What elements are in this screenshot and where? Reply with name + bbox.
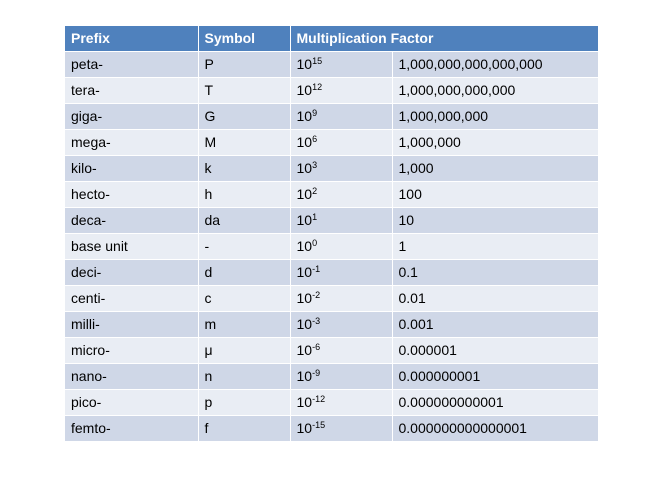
cell-prefix: kilo- bbox=[65, 156, 198, 182]
cell-power bbox=[290, 208, 392, 234]
cell-prefix: milli- bbox=[65, 312, 198, 338]
cell-power bbox=[290, 234, 392, 260]
table-row bbox=[65, 286, 598, 312]
cell-power bbox=[290, 78, 392, 104]
header-prefix: Prefix bbox=[65, 26, 198, 52]
table-row bbox=[65, 104, 598, 130]
cell-symbol: μ bbox=[198, 338, 290, 364]
table-header-row bbox=[65, 26, 598, 52]
cell-power bbox=[290, 312, 392, 338]
table-row bbox=[65, 390, 598, 416]
cell-value: 10 bbox=[392, 208, 598, 234]
cell-prefix: nano- bbox=[65, 364, 198, 390]
power-base: 10 bbox=[296, 394, 313, 410]
power-base: 10 bbox=[296, 342, 313, 358]
table-row bbox=[65, 52, 598, 78]
power-base: 10 bbox=[296, 264, 313, 280]
power-base: 10 bbox=[296, 82, 313, 98]
table-row bbox=[65, 156, 598, 182]
cell-value: 0.000000000000001 bbox=[392, 416, 598, 442]
cell-value: 1,000,000 bbox=[392, 130, 598, 156]
power-exponent: -2 bbox=[312, 290, 321, 300]
cell-value: 100 bbox=[392, 182, 598, 208]
cell-value: 0.000001 bbox=[392, 338, 598, 364]
table-body bbox=[65, 52, 598, 442]
cell-symbol: f bbox=[198, 416, 290, 442]
power-base: 10 bbox=[296, 316, 313, 332]
cell-symbol: h bbox=[198, 182, 290, 208]
cell-value: 0.001 bbox=[392, 312, 598, 338]
cell-prefix: hecto- bbox=[65, 182, 198, 208]
cell-symbol: P bbox=[198, 52, 290, 78]
cell-prefix: deca- bbox=[65, 208, 198, 234]
power-exponent: -12 bbox=[312, 394, 326, 404]
power-exponent: 2 bbox=[312, 186, 318, 196]
power-exponent: 12 bbox=[312, 82, 323, 92]
power-base: 10 bbox=[296, 290, 313, 306]
cell-power bbox=[290, 182, 392, 208]
table-row bbox=[65, 130, 598, 156]
cell-prefix: pico- bbox=[65, 390, 198, 416]
cell-symbol: T bbox=[198, 78, 290, 104]
cell-power bbox=[290, 260, 392, 286]
cell-power bbox=[290, 364, 392, 390]
cell-prefix: peta- bbox=[65, 52, 198, 78]
cell-prefix: mega- bbox=[65, 130, 198, 156]
table-row bbox=[65, 234, 598, 260]
cell-symbol: k bbox=[198, 156, 290, 182]
power-exponent: -15 bbox=[312, 420, 326, 430]
cell-symbol: c bbox=[198, 286, 290, 312]
cell-symbol: n bbox=[198, 364, 290, 390]
power-base: 10 bbox=[296, 238, 313, 254]
cell-value: 1,000,000,000 bbox=[392, 104, 598, 130]
cell-power bbox=[290, 416, 392, 442]
table-row bbox=[65, 338, 598, 364]
cell-power bbox=[290, 104, 392, 130]
cell-value: 1,000,000,000,000,000 bbox=[392, 52, 598, 78]
cell-symbol: G bbox=[198, 104, 290, 130]
power-exponent: -6 bbox=[312, 342, 321, 352]
cell-value: 1,000 bbox=[392, 156, 598, 182]
table-row bbox=[65, 260, 598, 286]
cell-value: 0.01 bbox=[392, 286, 598, 312]
header-symbol: Symbol bbox=[198, 26, 290, 52]
table-row bbox=[65, 182, 598, 208]
table-row bbox=[65, 208, 598, 234]
power-exponent: 3 bbox=[312, 160, 318, 170]
table-row bbox=[65, 78, 598, 104]
cell-power bbox=[290, 52, 392, 78]
cell-value: 0.000000000001 bbox=[392, 390, 598, 416]
cell-symbol: p bbox=[198, 390, 290, 416]
cell-power bbox=[290, 286, 392, 312]
power-base: 10 bbox=[296, 108, 313, 124]
cell-symbol: - bbox=[198, 234, 290, 260]
table-row bbox=[65, 312, 598, 338]
metric-prefix-table bbox=[65, 26, 599, 442]
cell-power bbox=[290, 390, 392, 416]
table-row bbox=[65, 364, 598, 390]
power-exponent: 9 bbox=[312, 108, 318, 118]
cell-symbol: da bbox=[198, 208, 290, 234]
power-base: 10 bbox=[296, 186, 313, 202]
cell-prefix: base unit bbox=[65, 234, 198, 260]
cell-power bbox=[290, 156, 392, 182]
power-exponent: 6 bbox=[312, 134, 318, 144]
power-exponent: -3 bbox=[312, 316, 321, 326]
metric-prefix-table-container bbox=[65, 26, 598, 442]
cell-power bbox=[290, 338, 392, 364]
cell-symbol: m bbox=[198, 312, 290, 338]
power-exponent: 15 bbox=[312, 56, 323, 66]
power-exponent: -9 bbox=[312, 368, 321, 378]
cell-value: 1 bbox=[392, 234, 598, 260]
power-base: 10 bbox=[296, 368, 313, 384]
cell-value: 1,000,000,000,000 bbox=[392, 78, 598, 104]
cell-value: 0.1 bbox=[392, 260, 598, 286]
cell-symbol: M bbox=[198, 130, 290, 156]
cell-value: 0.000000001 bbox=[392, 364, 598, 390]
cell-prefix: femto- bbox=[65, 416, 198, 442]
cell-prefix: deci- bbox=[65, 260, 198, 286]
cell-prefix: centi- bbox=[65, 286, 198, 312]
cell-prefix: tera- bbox=[65, 78, 198, 104]
cell-symbol: d bbox=[198, 260, 290, 286]
power-exponent: 0 bbox=[312, 238, 318, 248]
table-row bbox=[65, 416, 598, 442]
cell-power bbox=[290, 130, 392, 156]
power-exponent: 1 bbox=[312, 212, 318, 222]
cell-prefix: giga- bbox=[65, 104, 198, 130]
power-base: 10 bbox=[296, 420, 313, 436]
power-base: 10 bbox=[296, 56, 313, 72]
header-multiplication-factor: Multiplication Factor bbox=[290, 26, 598, 52]
power-exponent: -1 bbox=[312, 264, 321, 274]
cell-prefix: micro- bbox=[65, 338, 198, 364]
power-base: 10 bbox=[296, 160, 313, 176]
power-base: 10 bbox=[296, 134, 313, 150]
power-base: 10 bbox=[296, 212, 313, 228]
